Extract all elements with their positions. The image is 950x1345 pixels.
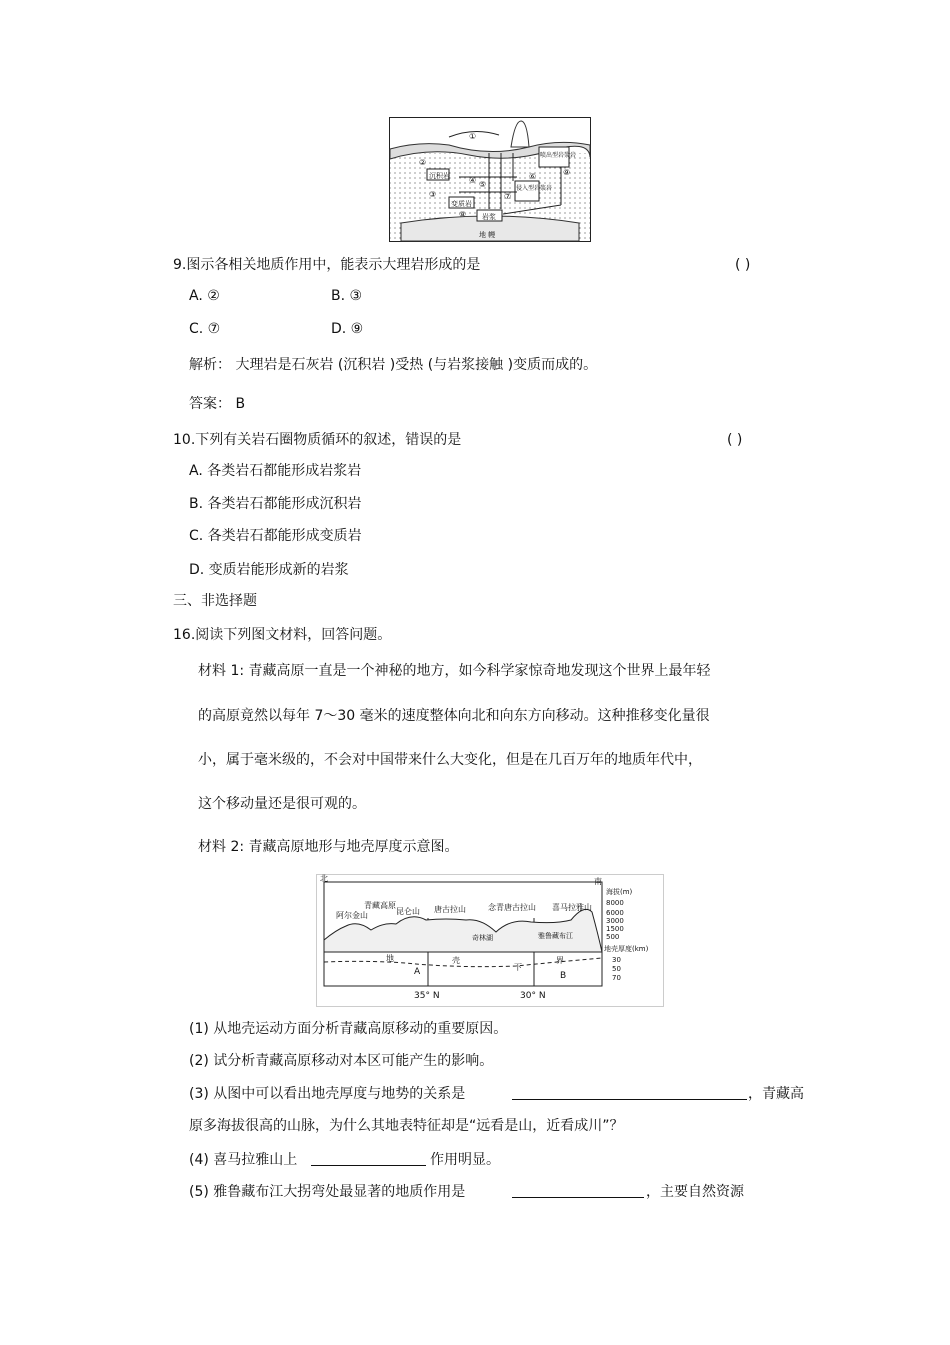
- label-nqtgl: 念青唐古拉山: [488, 903, 536, 912]
- q16-sub3-suffix: ，青藏高: [748, 1086, 804, 1102]
- marker-2: ②: [419, 158, 427, 167]
- marker-8: ⑧: [459, 210, 467, 219]
- q9-option-b[interactable]: B. ③: [331, 288, 363, 304]
- label-mantle: 地 幔: [479, 231, 496, 239]
- moho-char-3: 下: [514, 963, 522, 972]
- moho-char-1: 地: [386, 954, 394, 963]
- label-sediment: 沉积岩: [429, 172, 450, 180]
- label-south: 南: [594, 877, 602, 886]
- q16-sub4-prefix: (4) 喜马拉雅山上: [189, 1152, 298, 1168]
- marker-5: ⑤: [479, 180, 487, 189]
- label-lake: 奇林湖: [472, 934, 493, 942]
- label-altun: 阿尔金山: [336, 911, 368, 920]
- q9-analysis: 解析： 大理岩是石灰岩 (沉积岩 )受热 (与岩浆接触 )变质而成的。: [189, 357, 598, 373]
- q16-material1-line1: 材料 1: 青藏高原一直是一个神秘的地方，如今科学家惊奇地发现这个世界上最年轻: [198, 663, 711, 679]
- moho-char-2: 壳: [452, 956, 460, 965]
- label-extrusive: 喷出型岩浆岩: [540, 152, 577, 159]
- q16-sub1: (1) 从地壳运动方面分析青藏高原移动的重要原因。: [189, 1021, 508, 1037]
- label-magma: 岩浆: [482, 213, 496, 221]
- q16-sub5-blank[interactable]: [512, 1183, 644, 1198]
- q10-stem: 10.下列有关岩石圈物质循环的叙述，错误的是: [173, 432, 462, 448]
- lat-35: 35° N: [414, 991, 440, 1001]
- elev-title: 海拔(m): [606, 888, 633, 896]
- label-plateau: 青藏高原: [364, 901, 396, 910]
- q9-stem: 9.图示各相关地质作用中，能表示大理岩形成的是: [173, 257, 481, 273]
- crust-title: 地壳厚度(km): [604, 945, 649, 953]
- q10-paren: ( ): [727, 432, 743, 448]
- crust-tick-30: 30: [612, 956, 621, 964]
- elev-tick-6000: 6000: [606, 909, 624, 917]
- lat-30: 30° N: [520, 991, 546, 1001]
- q16-sub3-blank[interactable]: [512, 1085, 747, 1100]
- q9-option-a[interactable]: A. ②: [189, 288, 220, 304]
- label-tanggula: 唐古拉山: [434, 905, 466, 914]
- label-intrusive: 侵入型岩浆岩: [516, 185, 553, 192]
- label-kunlun: 昆仑山: [396, 907, 420, 916]
- q16-stem: 16.阅读下列图文材料，回答问题。: [173, 627, 392, 643]
- marker-7: ⑦: [504, 192, 512, 201]
- elev-tick-8000: 8000: [606, 899, 624, 907]
- crust-tick-50: 50: [612, 965, 621, 973]
- q10-option-d[interactable]: D. 变质岩能形成新的岩浆: [189, 562, 349, 578]
- label-north: 北: [320, 874, 328, 883]
- q16-sub2: (2) 试分析青藏高原移动对本区可能产生的影响。: [189, 1053, 494, 1069]
- marker-3: ③: [429, 190, 437, 199]
- crust-tick-70: 70: [612, 974, 621, 982]
- q10-option-b[interactable]: B. 各类岩石都能形成沉积岩: [189, 496, 362, 512]
- marker-1: ①: [469, 132, 477, 141]
- q16-sub3-cont: 原多海拔很高的山脉，为什么其地表特征却是“远看是山，近看成川”？: [189, 1118, 624, 1134]
- q10-option-a[interactable]: A. 各类岩石都能形成岩浆岩: [189, 463, 362, 479]
- q9-option-d[interactable]: D. ⑨: [331, 321, 364, 337]
- q16-material1-line3: 小，属于毫米级的，不会对中国带来什么大变化，但是在几百万年的地质年代中，: [198, 752, 702, 768]
- marker-6: ⑥: [529, 172, 537, 181]
- q16-sub5-prefix: (5) 雅鲁藏布江大拐弯处最显著的地质作用是: [189, 1184, 466, 1200]
- label-himalaya: 喜马拉雅山: [552, 903, 592, 912]
- marker-4: ④: [469, 176, 477, 185]
- plateau-profile-figure: [316, 874, 664, 1007]
- elev-tick-500: 500: [606, 933, 620, 941]
- q16-material1-line4: 这个移动量还是很可观的。: [198, 796, 366, 812]
- q9-answer: 答案： B: [189, 396, 246, 412]
- q10-option-c[interactable]: C. 各类岩石都能形成变质岩: [189, 528, 362, 544]
- q16-sub3-prefix: (3) 从图中可以看出地壳厚度与地势的关系是: [189, 1086, 466, 1102]
- section-heading: 三、非选择题: [173, 593, 257, 609]
- q9-option-c[interactable]: C. ⑦: [189, 321, 221, 337]
- q16-material1-line2: 的高原竟然以每年 7～30 毫米的速度整体向北和向东方向移动。这种推移变化量很: [198, 708, 710, 724]
- q16-material2: 材料 2: 青藏高原地形与地壳厚度示意图。: [198, 839, 459, 855]
- q9-paren: ( ): [735, 257, 751, 273]
- marker-9: ⑨: [563, 168, 571, 177]
- moho-char-4: 界: [556, 956, 564, 965]
- rock-cycle-figure: [389, 117, 591, 242]
- elev-tick-1500: 1500: [606, 925, 624, 933]
- point-a: A: [414, 967, 421, 977]
- label-metamorphic: 变质岩: [451, 200, 472, 208]
- point-b: B: [560, 971, 567, 981]
- q16-sub4-blank[interactable]: [311, 1151, 426, 1166]
- label-river: 雅鲁藏布江: [538, 932, 573, 940]
- elev-tick-3000: 3000: [606, 917, 624, 925]
- q16-sub4-suffix: 作用明显。: [430, 1152, 500, 1168]
- q16-sub5-suffix: ，主要自然资源: [646, 1184, 744, 1200]
